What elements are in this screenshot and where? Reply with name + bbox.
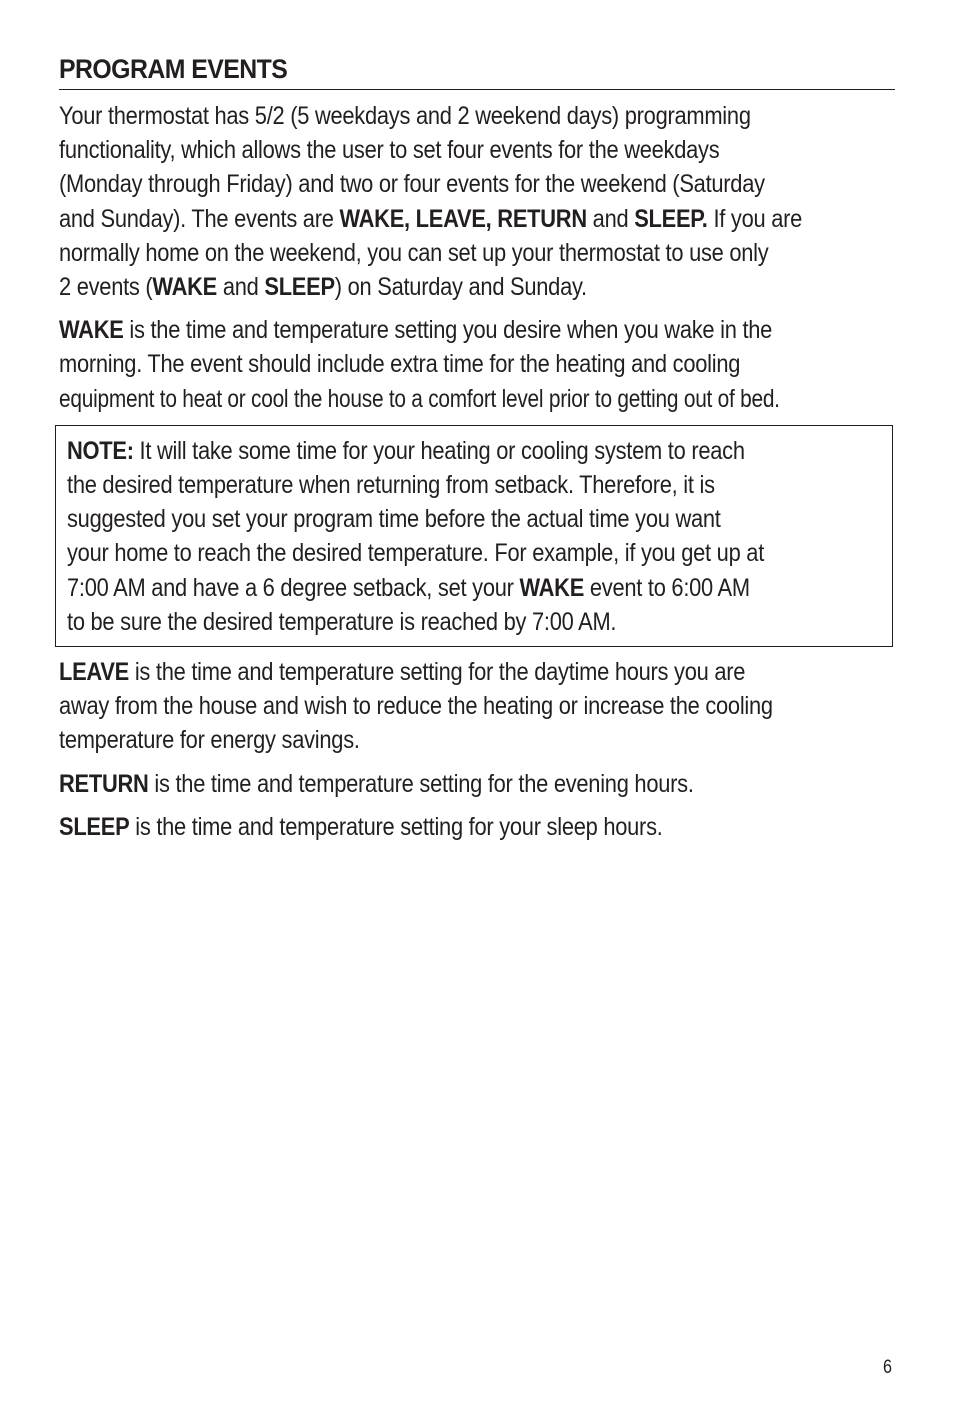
note-line: suggested you set your program time before the actual time you want xyxy=(67,505,721,534)
section-heading: PROGRAM EVENTS xyxy=(59,54,288,84)
event-names: WAKE, LEAVE, RETURN xyxy=(339,204,587,233)
intro-line: (Monday through Friday) and two or four events for the weekend (Saturday xyxy=(59,170,765,199)
note-line xyxy=(67,434,789,468)
wake-line: morning. The event should include extra time for the heating and cooling xyxy=(59,350,741,379)
return-line xyxy=(59,767,791,801)
note-text: event to 6:00 AM xyxy=(584,573,750,602)
note-text: It will take some time for your heating or cooling system to reach xyxy=(133,436,745,465)
wake-line: equipment to heat or cool the house to a comfort level prior to getting out of bed. xyxy=(59,384,780,413)
intro-line xyxy=(59,270,791,304)
note-line: to be sure the desired temperature is reached by 7:00 AM. xyxy=(67,607,617,636)
intro-line: Your thermostat has 5/2 (5 weekdays and 2 weekend days) programming xyxy=(59,102,751,130)
event-name-wake: WAKE xyxy=(152,273,218,302)
leave-line: temperature for energy savings. xyxy=(59,726,360,755)
note-text: 7:00 AM and have a 6 degree setback, set your xyxy=(67,573,520,602)
sleep-paragraph xyxy=(59,810,895,844)
heading-rule xyxy=(59,89,895,90)
leave-paragraph xyxy=(59,655,895,758)
intro-line: functionality, which allows the user to set four events for the weekdays xyxy=(59,136,720,165)
intro-line: normally home on the weekend, you can set up your thermostat to use only xyxy=(59,238,769,267)
sleep-term: SLEEP xyxy=(59,812,130,841)
intro-paragraph xyxy=(59,99,895,304)
intro-text: and xyxy=(586,204,635,233)
return-paragraph xyxy=(59,767,895,801)
leave-term: LEAVE xyxy=(59,658,129,687)
leave-text: is the time and temperature setting for the daytime hours you are xyxy=(129,658,746,687)
event-name-sleep: SLEEP. xyxy=(634,204,708,233)
intro-text: If you are xyxy=(707,204,803,233)
wake-paragraph xyxy=(59,313,895,416)
intro-text: ) on Saturday and Sunday. xyxy=(334,273,587,302)
sleep-text: is the time and temperature setting for your sleep hours. xyxy=(129,812,663,841)
note-paragraph xyxy=(67,434,892,639)
leave-line: away from the house and wish to reduce the heating or increase the cooling xyxy=(59,692,773,721)
note-box xyxy=(55,425,893,647)
wake-term: WAKE xyxy=(59,316,124,345)
intro-line xyxy=(59,202,803,236)
note-line: your home to reach the desired temperature. For example, if you get up at xyxy=(67,539,765,568)
event-name-wake: WAKE xyxy=(519,573,585,602)
note-label: NOTE: xyxy=(67,436,134,465)
wake-text: is the time and temperature setting you desire when you wake in the xyxy=(123,316,773,345)
note-line: the desired temperature when returning from setback. Therefore, it is xyxy=(67,471,715,500)
intro-text: and Sunday). The events are xyxy=(59,204,340,233)
note-line xyxy=(67,571,789,605)
leave-line xyxy=(59,655,791,689)
page-number: 6 xyxy=(883,1357,892,1378)
intro-text: and xyxy=(217,273,265,302)
document-page xyxy=(59,52,895,853)
return-term: RETURN xyxy=(59,769,149,798)
wake-line xyxy=(59,313,791,347)
intro-text: 2 events ( xyxy=(59,273,153,302)
sleep-line xyxy=(59,810,791,844)
return-text: is the time and temperature setting for the evening hours. xyxy=(148,769,694,798)
event-name-sleep: SLEEP xyxy=(264,273,335,302)
